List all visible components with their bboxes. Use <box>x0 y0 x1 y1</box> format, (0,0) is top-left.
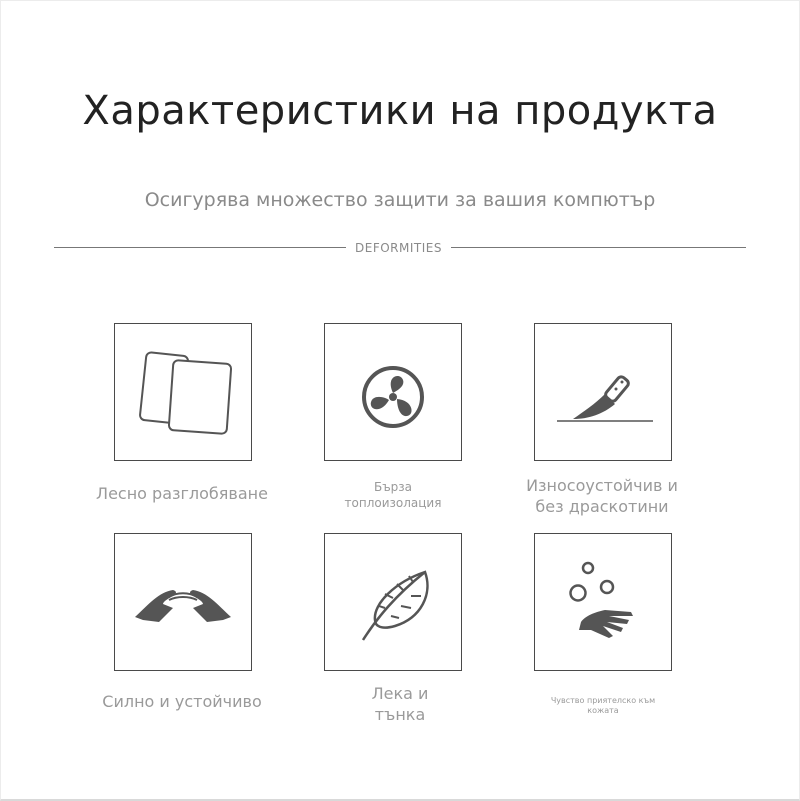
hand-bubbles-icon <box>535 534 671 670</box>
feature-caption: Износоустойчив и без драскотини <box>526 476 678 516</box>
feature-card-light-thin <box>324 533 462 671</box>
leaf-icon <box>325 534 461 670</box>
divider-label: DEFORMITIES <box>355 241 442 255</box>
knife-icon <box>535 324 671 460</box>
feature-card-skin-friendly <box>534 533 672 671</box>
feature-caption: Силно и устойчиво <box>102 692 262 711</box>
feature-card-easy-disassembly <box>114 323 252 461</box>
feature-caption: Чувство приятелско към кожата <box>550 696 656 716</box>
feature-caption: Бърза топлоизолация <box>344 480 442 510</box>
page-title: Характеристики на продукта <box>82 88 718 134</box>
page-subtitle: Осигурява множество защити за вашия компютър <box>144 189 656 211</box>
divider-line-left <box>54 247 346 248</box>
hands-stretch-icon <box>115 534 251 670</box>
film-sheet-icon <box>115 324 251 460</box>
feature-card-strong-durable <box>114 533 252 671</box>
fan-icon <box>325 324 461 460</box>
feature-caption: Лека и тънка <box>371 684 429 724</box>
feature-card-scratch-resistant <box>534 323 672 461</box>
feature-card-heat-insulation <box>324 323 462 461</box>
divider-line-right <box>451 247 746 248</box>
feature-caption: Лесно разглобяване <box>96 484 268 503</box>
